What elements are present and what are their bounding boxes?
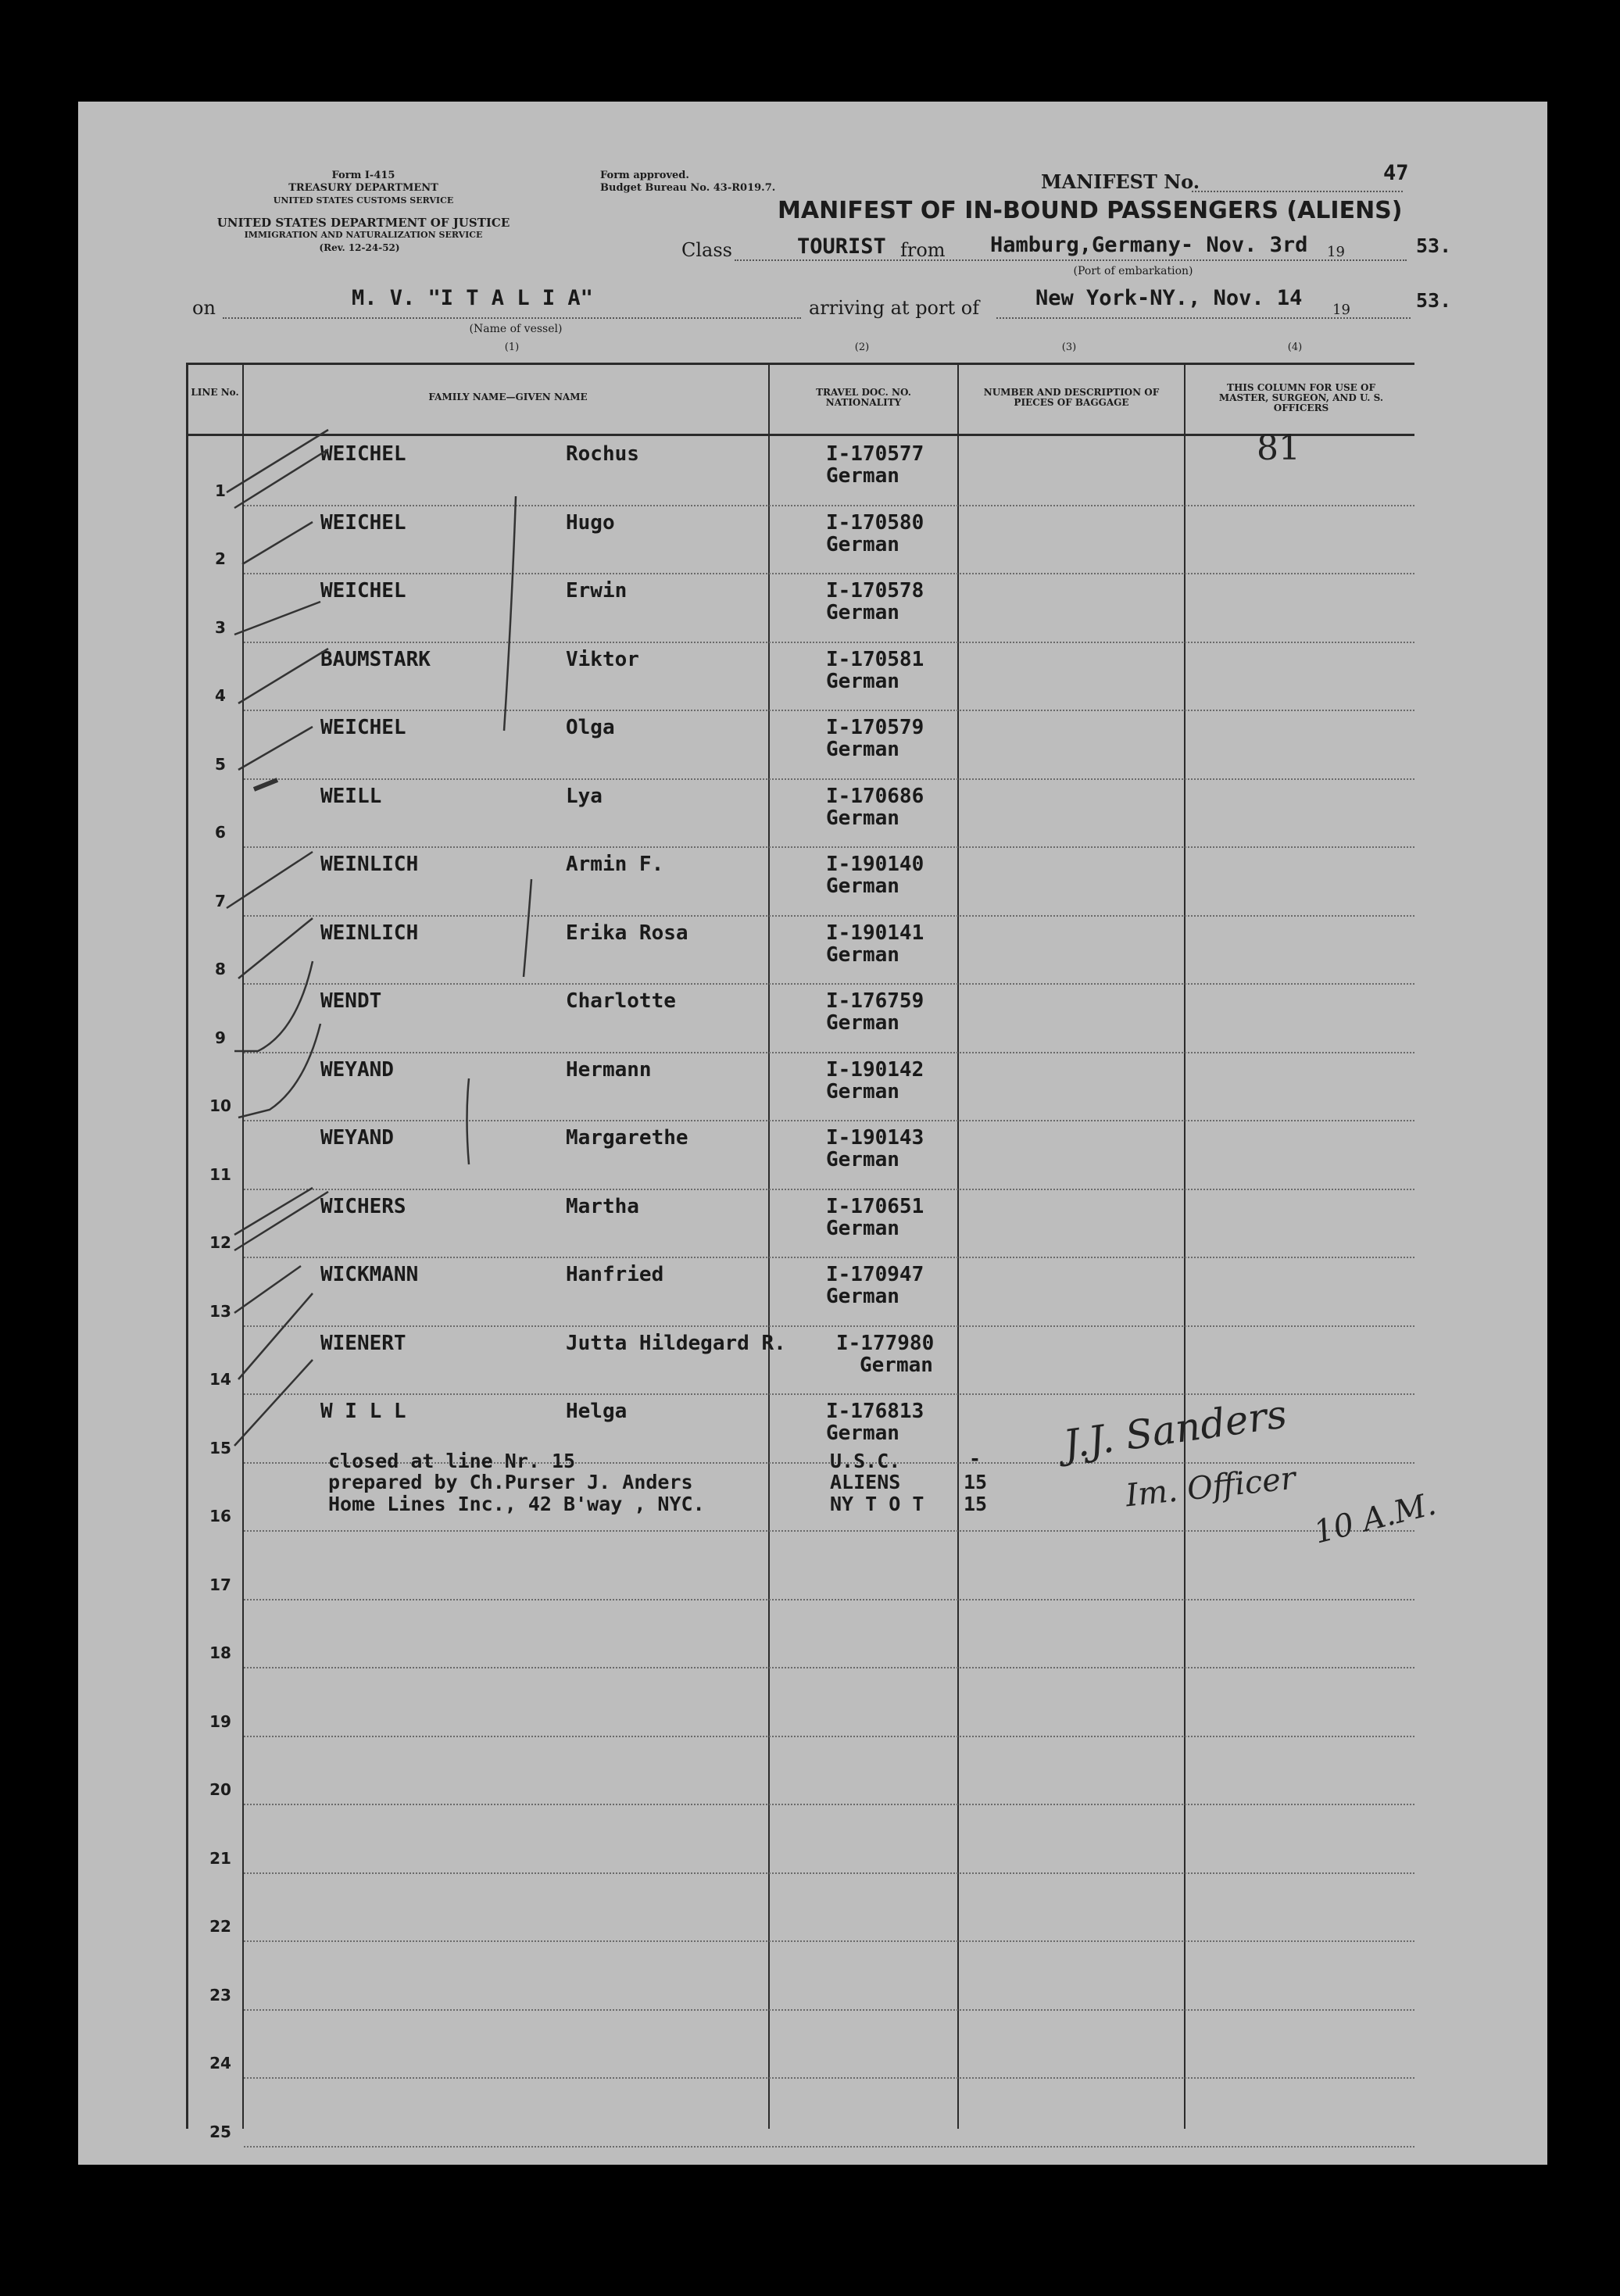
form-approved: Form approved. [600,170,689,181]
closing-line-3: Home Lines Inc., 42 B'way , NYC. [328,1493,705,1515]
line-number: 3 [215,617,226,637]
line-number: 2 [215,549,226,568]
treasury-department: TREASURY DEPARTMENT [288,182,438,194]
vertical-stroke [504,496,516,731]
family-name: WEYAND [320,1057,394,1082]
nationality: German [826,601,899,624]
revision-date: (Rev. 12-24-52) [319,242,400,253]
vessel-name: M. V. "I T A L I A" [352,286,593,310]
line-number: 23 [209,1985,231,2005]
nationality: German [860,1353,933,1377]
arriving-value: New York-NY., Nov. 14 [1035,286,1303,310]
given-name: Hugo [566,510,615,535]
given-name: Viktor [566,647,639,671]
given-name: Olga [566,716,615,739]
travel-doc-number: I-190142 [826,1057,924,1082]
from-label: from [900,239,946,261]
column-number-3: (3) [1061,342,1077,353]
line-number: 18 [209,1643,231,1662]
nationality: German [826,1285,899,1308]
check-mark [238,649,328,703]
check-mark [238,1024,320,1118]
check-mark [234,602,320,635]
nationality: German [826,1148,899,1171]
nationality: German [826,942,899,967]
family-name: WENDT [320,989,382,1013]
line-number: 10 [209,1096,231,1115]
nationality: German [826,1011,899,1035]
year-prefix: 19 [1332,302,1350,318]
travel-doc-number: I-170579 [826,716,924,739]
family-name: W I L L [320,1400,406,1423]
customs-service: UNITED STATES CUSTOMS SERVICE [273,195,454,206]
family-name: WEYAND [320,1126,394,1150]
closing-aliens: ALIENS [830,1471,901,1493]
from-year: 53. [1416,234,1452,257]
check-mark [234,1360,313,1446]
given-name: Charlotte [566,989,676,1013]
line-number: 9 [215,1028,226,1047]
closing-usc: U.S.C. [830,1450,901,1472]
given-name: Erika Rosa [566,921,688,945]
travel-doc-number: I-170578 [826,579,924,603]
line-number: 20 [209,1780,231,1799]
check-mark [238,918,313,978]
family-name: WICHERS [320,1194,406,1218]
column-number-2: (2) [854,342,870,353]
line-number: 6 [215,823,226,842]
ink-dot [254,780,277,789]
justice-department: UNITED STATES DEPARTMENT OF JUSTICE [216,216,510,230]
family-name: WEINLICH [320,853,419,876]
check-mark [234,1266,301,1313]
given-name: Jutta Hildegard R. [566,1331,786,1355]
line-number: 12 [209,1233,231,1252]
column-number-4: (4) [1287,342,1303,353]
check-mark [234,961,313,1051]
check-mark [227,852,313,908]
travel-doc-number: I-190140 [826,853,924,876]
travel-doc-number: I-170686 [826,784,924,808]
nationality: German [826,1422,899,1445]
family-name: BAUMSTARK [320,647,431,671]
line-number: 5 [215,754,226,774]
line-number: 19 [209,1711,231,1731]
travel-doc-number: I-176759 [826,989,924,1013]
time-note: 10 A.M. [1310,1486,1440,1551]
closing-usc-value: - [969,1447,982,1470]
nationality: German [826,1079,899,1103]
header-line-no: LINE No. [191,387,239,398]
travel-doc-number: I-170651 [826,1194,924,1218]
embarkation-caption: (Port of embarkation) [1073,265,1193,277]
immigration-service: IMMIGRATION AND NATURALIZATION SERVICE [244,230,483,240]
vessel-caption: (Name of vessel) [469,323,563,335]
family-name: WEICHEL [320,510,406,535]
given-name: Martha [566,1194,639,1218]
vertical-stroke [467,1078,470,1164]
given-name: Hermann [566,1057,652,1082]
manifest-title: MANIFEST OF IN-BOUND PASSENGERS (ALIENS) [778,197,1403,224]
column-number-1: (1) [504,342,520,353]
line-number: 13 [209,1301,231,1321]
header-officers: THIS COLUMN FOR USE OF MASTER, SURGEON, AND U. S. OFFICERS [1218,382,1384,413]
nationality: German [826,669,899,693]
closing-total: NY T O T [830,1493,924,1515]
check-mark [234,1188,313,1235]
given-name: Margarethe [566,1126,688,1150]
given-name: Armin F. [566,853,664,876]
nationality: German [826,1216,899,1240]
line-number: 7 [215,891,226,910]
line-number: 17 [209,1575,231,1594]
header-name: FAMILY NAME—GIVEN NAME [428,392,588,402]
family-name: WICKMANN [320,1263,419,1286]
given-name: Lya [566,784,603,808]
closing-line-1: closed at line Nr. 15 [328,1450,576,1472]
header-baggage: NUMBER AND DESCRIPTION OF PIECES OF BAGGAGE [983,387,1160,408]
line-number: 15 [209,1438,231,1457]
nationality: German [826,874,899,898]
check-mark [234,1192,328,1250]
form-number: Form I-415 [331,170,395,181]
nationality: German [826,464,899,488]
travel-doc-number: I-170581 [826,647,924,671]
line-number: 4 [215,686,226,705]
family-name: WEINLICH [320,921,419,945]
travel-doc-number: I-190141 [826,921,924,945]
line-number: 1 [215,481,226,500]
arriving-label: arriving at port of [809,297,980,319]
manifest-no-label: MANIFEST No. [1041,170,1200,193]
family-name: WEILL [320,784,382,808]
check-mark [238,1293,313,1379]
travel-doc-number: I-170947 [826,1263,924,1286]
nationality: German [826,738,899,761]
line-number: 25 [209,2122,231,2141]
given-name: Hanfried [566,1263,664,1286]
family-name: WEICHEL [320,716,406,739]
officer-title: Im. Officer [1124,1460,1298,1515]
from-value: Hamburg,Germany- Nov. 3rd [990,233,1308,257]
travel-doc-number: I-177980 [836,1331,935,1355]
given-name: Helga [566,1400,628,1423]
header-travel-doc: TRAVEL DOC. NO. NATIONALITY [816,387,911,408]
budget-bureau: Budget Bureau No. 43-R019.7. [600,182,776,194]
class-label: Class [681,239,732,261]
travel-doc-number: I-176813 [826,1400,924,1423]
line-number: 8 [215,960,226,978]
family-name: WIENERT [320,1331,406,1355]
officer-signature: J.J. Sanders [1060,1391,1290,1468]
officer-number: 81 [1257,428,1300,468]
travel-doc-number: I-170577 [826,442,924,466]
line-number: 11 [209,1164,231,1184]
check-mark [242,522,313,564]
travel-doc-number: I-170580 [826,510,924,535]
check-mark [238,727,313,770]
line-number: 21 [209,1848,231,1868]
manifest-no-value: 47 [1383,161,1409,185]
check-mark-strokes [227,430,531,1446]
on-label: on [192,297,216,319]
closing-aliens-value: 15 [964,1471,988,1493]
given-name: Rochus [566,442,639,466]
closing-line-2: prepared by Ch.Purser J. Anders [328,1471,693,1493]
closing-total-value: 15 [964,1493,988,1515]
line-number: 14 [209,1370,231,1389]
travel-doc-number: I-190143 [826,1126,924,1150]
given-name: Erwin [566,579,628,603]
nationality: German [826,806,899,830]
family-name: WEICHEL [320,579,406,603]
arriving-year: 53. [1416,289,1452,312]
line-number: 22 [209,1917,231,1936]
family-name: WEICHEL [320,442,406,466]
vertical-stroke [524,879,531,977]
nationality: German [826,532,899,556]
year-prefix: 19 [1327,244,1345,260]
class-value: TOURIST [797,234,886,259]
line-number: 16 [209,1507,231,1525]
check-mark [227,430,328,492]
line-number: 24 [209,2054,231,2072]
